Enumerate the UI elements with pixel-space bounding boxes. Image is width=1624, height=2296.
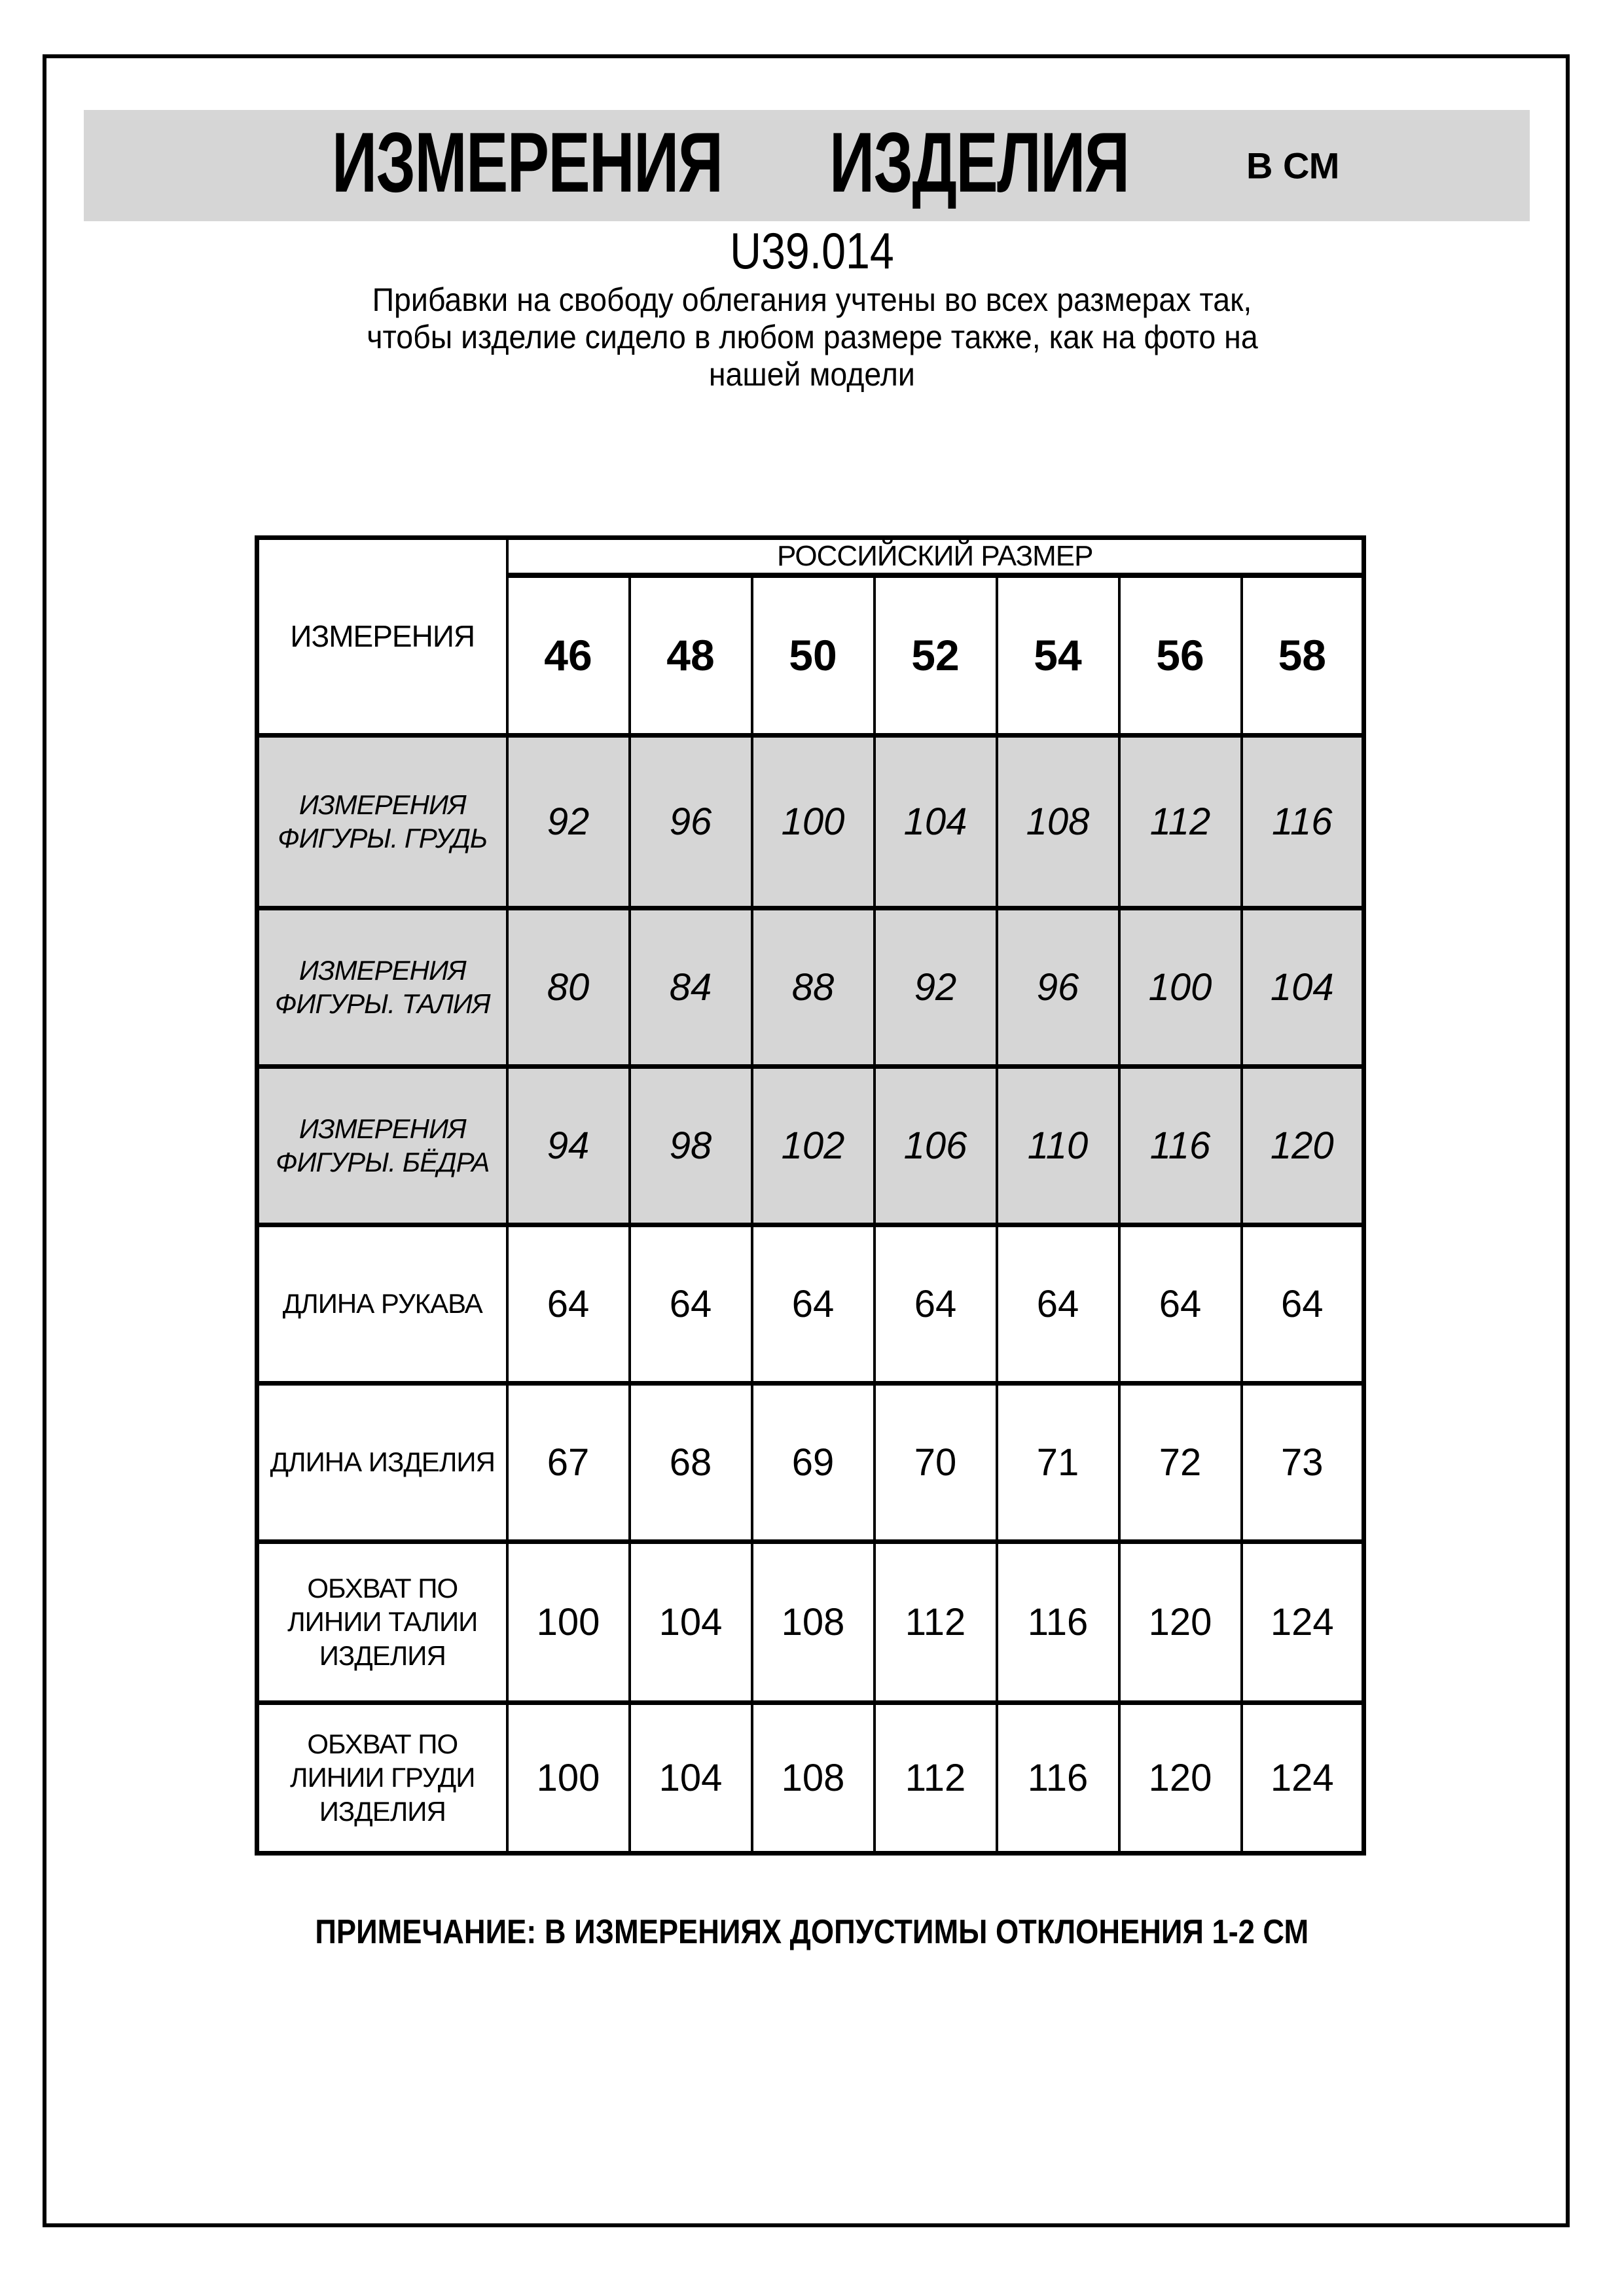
size-header-cell: 50 [752,575,875,735]
value-cell: 64 [1242,1225,1364,1383]
row-label-cell: ОБХВАТ ПО ЛИНИИ ТАЛИИ ИЗДЕЛИЯ [257,1541,507,1702]
value-cell: 104 [1242,908,1364,1066]
value-cell: 100 [507,1541,630,1702]
value-cell: 64 [507,1225,630,1383]
value-cell: 116 [997,1541,1119,1702]
title-banner [84,110,1530,221]
intro-paragraph [0,281,1624,393]
intro-line-1-text: Прибавки на свободу облегания учтены во всех размерах так, [372,281,1252,318]
value-cell: 104 [875,735,997,908]
value-cell: 80 [507,908,630,1066]
row-label-cell: ИЗМЕРЕНИЯ ФИГУРЫ. ГРУДЬ [257,735,507,908]
table-row [257,538,1364,576]
intro-line [0,356,1624,393]
value-cell: 68 [630,1383,752,1541]
size-header-cell: 48 [630,575,752,735]
row-label-cell: ИЗМЕРЕНИЯ ФИГУРЫ. БЁДРА [257,1066,507,1225]
value-cell: 67 [507,1383,630,1541]
value-cell: 108 [752,1702,875,1853]
row-label-cell: ОБХВАТ ПО ЛИНИИ ГРУДИ ИЗДЕЛИЯ [257,1702,507,1853]
value-cell: 88 [752,908,875,1066]
table-row [257,1702,1364,1853]
size-table [255,535,1366,1856]
size-header-cell: 52 [875,575,997,735]
value-cell: 69 [752,1383,875,1541]
row-label-cell: ИЗМЕРЕНИЯ ФИГУРЫ. ТАЛИЯ [257,908,507,1066]
value-cell: 64 [1119,1225,1242,1383]
title-word-product: ИЗДЕЛИЯ [829,114,1129,210]
value-cell: 106 [875,1066,997,1225]
value-cell: 110 [997,1066,1119,1225]
value-cell: 124 [1242,1702,1364,1853]
intro-line-2-text: чтобы изделие сидело в любом размере также, как на фото на [366,319,1258,355]
size-header-cell: 54 [997,575,1119,735]
value-cell: 64 [752,1225,875,1383]
value-cell: 72 [1119,1383,1242,1541]
value-cell: 100 [752,735,875,908]
value-cell: 70 [875,1383,997,1541]
value-cell: 116 [1119,1066,1242,1225]
title-unit-cm: В СМ [1246,145,1340,187]
value-cell: 64 [630,1225,752,1383]
row-label-cell: ДЛИНА ИЗДЕЛИЯ [257,1383,507,1541]
note-text-content: ПРИМЕЧАНИЕ: В ИЗМЕРЕНИЯХ ДОПУСТИМЫ ОТКЛОНЕНИЯ 1-2 СМ [315,1913,1309,1951]
value-cell: 92 [875,908,997,1066]
note-text [0,1912,1624,1952]
table-row [257,735,1364,908]
value-cell: 96 [630,735,752,908]
intro-line [0,281,1624,319]
value-cell: 124 [1242,1541,1364,1702]
value-cell: 116 [997,1702,1119,1853]
value-cell: 120 [1119,1702,1242,1853]
value-cell: 100 [507,1702,630,1853]
corner-header-cell: ИЗМЕРЕНИЯ [257,538,507,736]
table-row [257,1383,1364,1541]
intro-line-3-text: нашей модели [709,356,915,393]
value-cell: 100 [1119,908,1242,1066]
value-cell: 112 [1119,735,1242,908]
value-cell: 96 [997,908,1119,1066]
product-code [0,224,1624,278]
value-cell: 112 [875,1541,997,1702]
table-row [257,908,1364,1066]
table-row [257,1541,1364,1702]
value-cell: 104 [630,1541,752,1702]
value-cell: 71 [997,1383,1119,1541]
value-cell: 98 [630,1066,752,1225]
value-cell: 92 [507,735,630,908]
title-word-measurements: ИЗМЕРЕНИЯ [332,114,723,210]
value-cell: 102 [752,1066,875,1225]
value-cell: 64 [875,1225,997,1383]
value-cell: 104 [630,1702,752,1853]
value-cell: 108 [752,1541,875,1702]
intro-line [0,319,1624,356]
table-row [257,1066,1364,1225]
row-label-cell: ДЛИНА РУКАВА [257,1225,507,1383]
size-header-cell: 56 [1119,575,1242,735]
value-cell: 120 [1119,1541,1242,1702]
value-cell: 120 [1242,1066,1364,1225]
size-header-cell: 58 [1242,575,1364,735]
value-cell: 116 [1242,735,1364,908]
product-code-text: U39.014 [730,222,894,279]
value-cell: 112 [875,1702,997,1853]
value-cell: 108 [997,735,1119,908]
value-cell: 94 [507,1066,630,1225]
table-row [257,1225,1364,1383]
value-cell: 73 [1242,1383,1364,1541]
value-cell: 64 [997,1225,1119,1383]
value-cell: 84 [630,908,752,1066]
size-header-cell: 46 [507,575,630,735]
size-group-header-cell: РОССИЙСКИЙ РАЗМЕР [507,538,1364,576]
